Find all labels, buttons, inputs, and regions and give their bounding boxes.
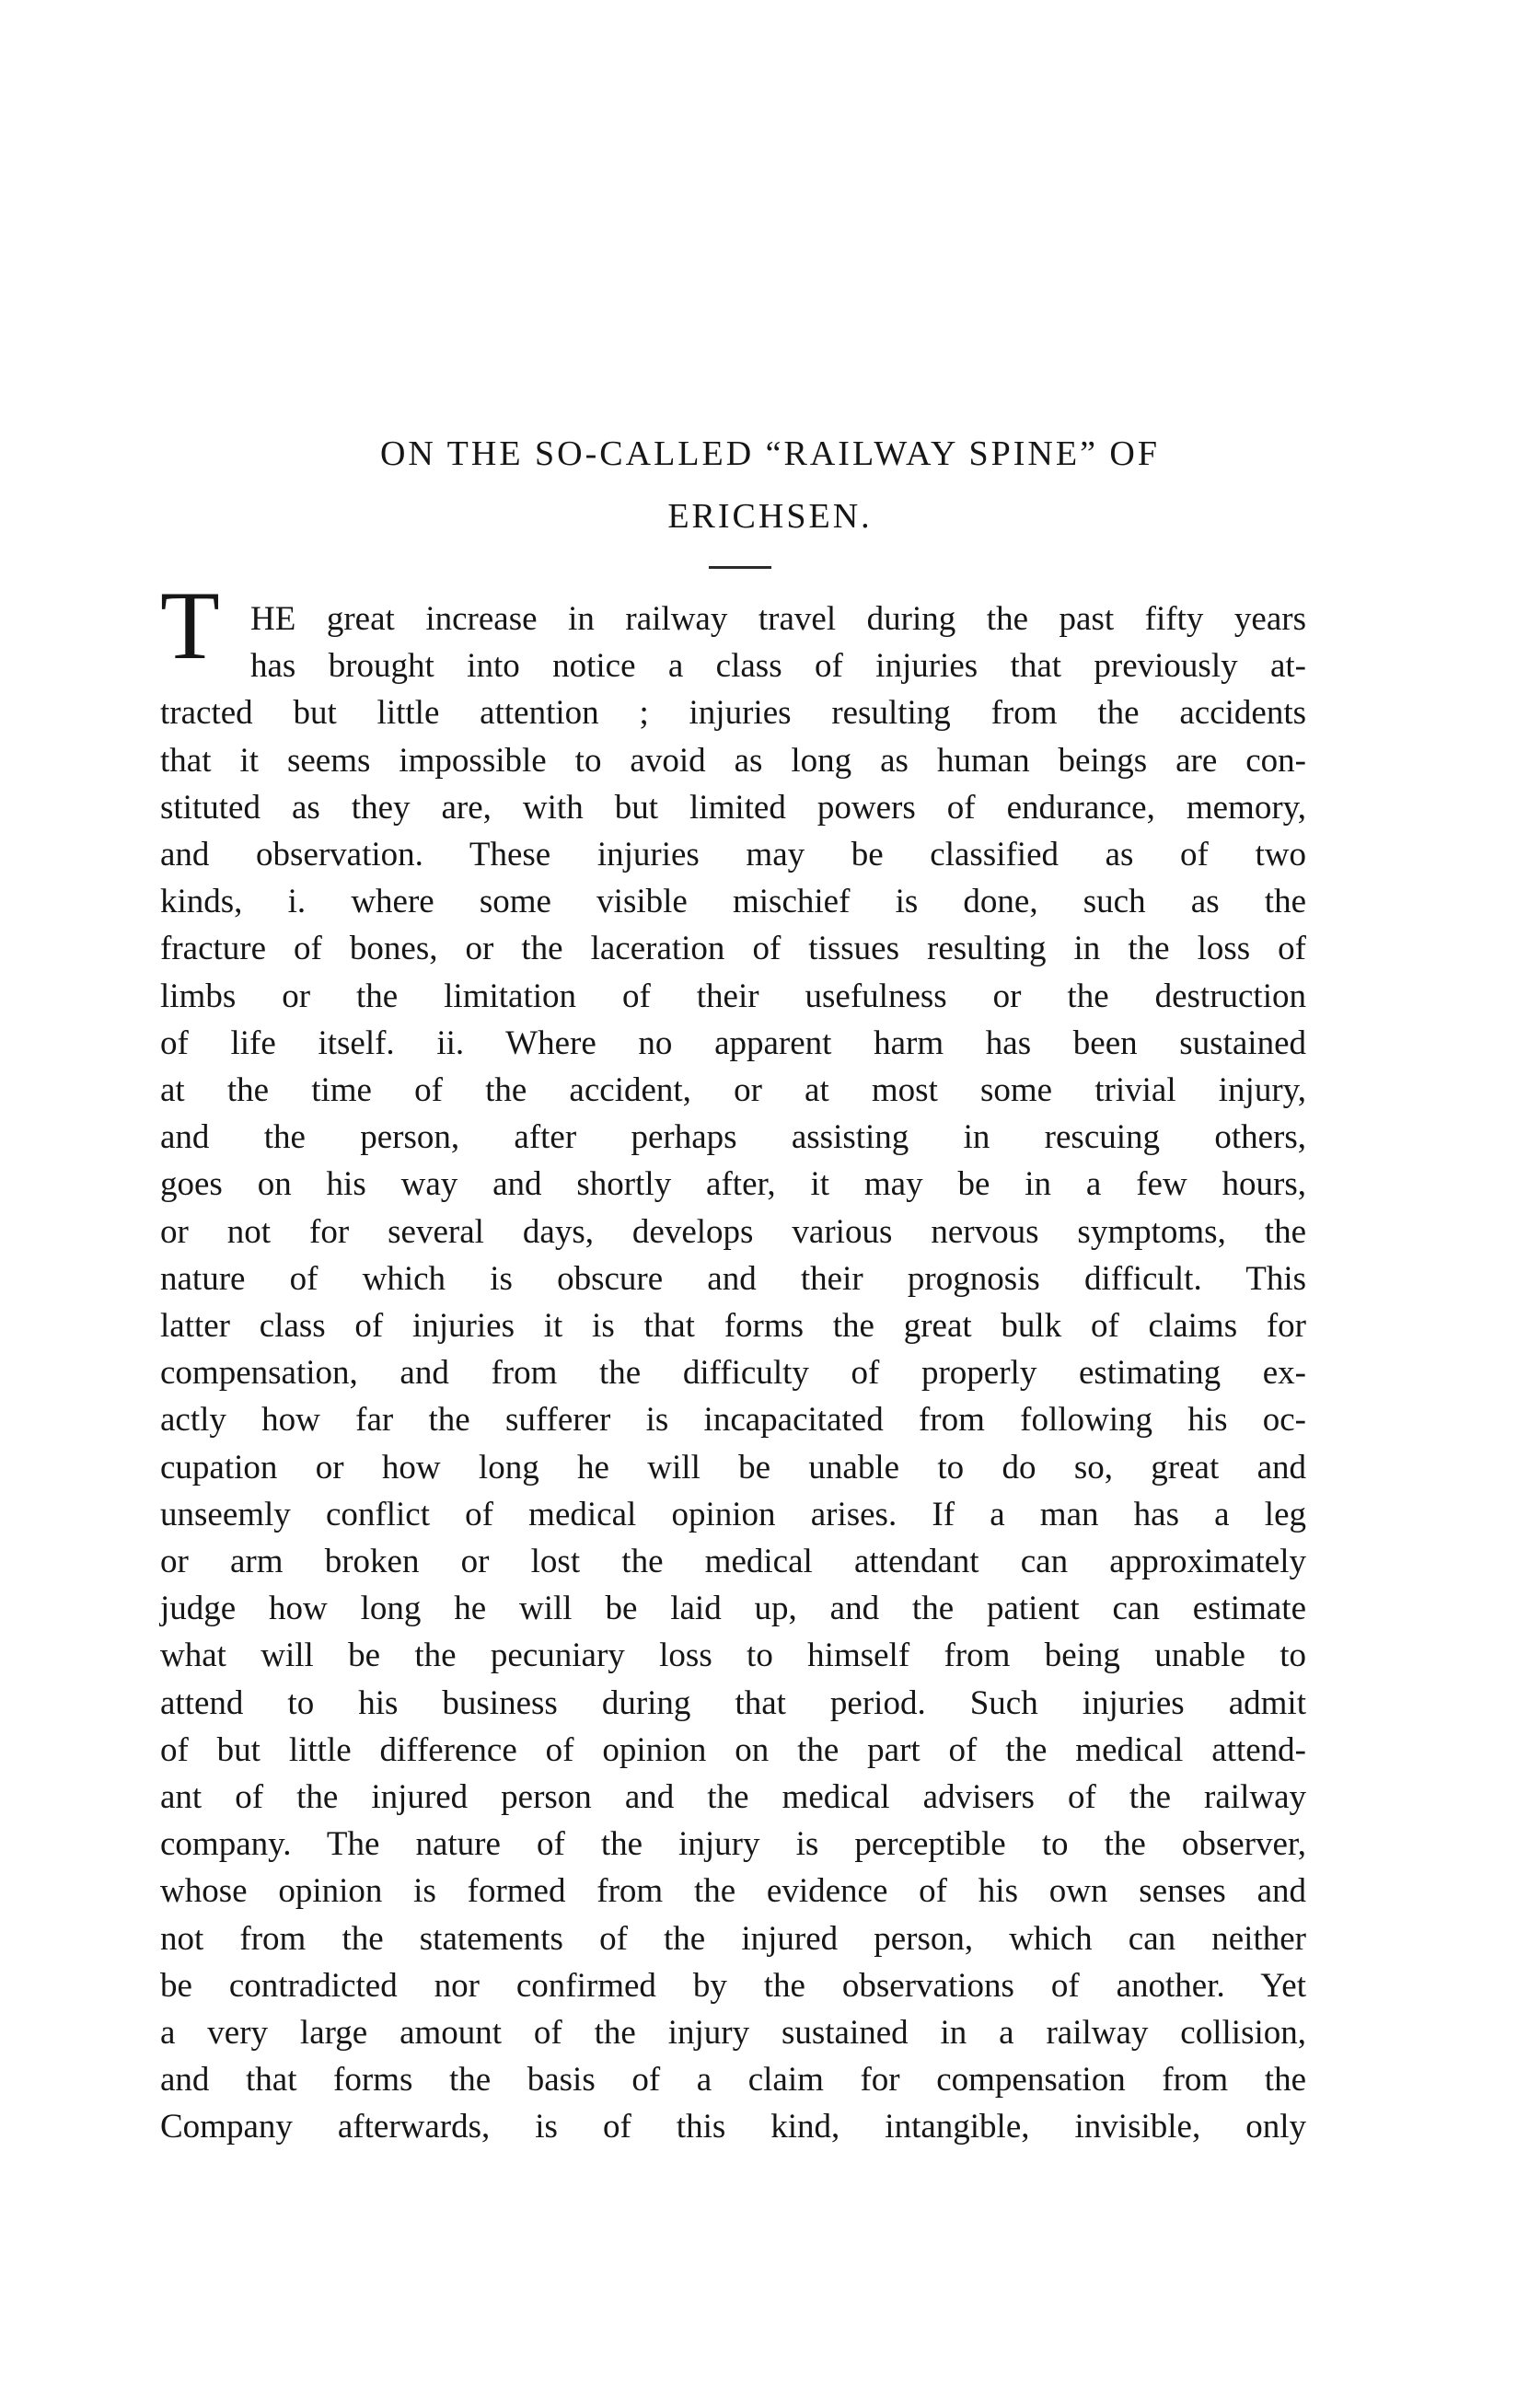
text-line: tracted but little attention ; injuries resulting from the accidents (160, 694, 1306, 732)
text-line: has brought into notice a class of injuries that previously at- (250, 647, 1306, 685)
text-line: kinds, i. where some visible mischief is done, such as the (160, 883, 1306, 920)
text-line: at the time of the accident, or at most some trivial injury, (160, 1071, 1306, 1109)
text-line: what will be the pecuniary loss to himself from being unable to (160, 1637, 1306, 1674)
text-line: HE great increase in railway travel during the past fifty years (250, 600, 1306, 638)
text-line: judge how long he will be laid up, and the patient can estimate (160, 1590, 1306, 1627)
chapter-title-line-2: ERICHSEN. (667, 497, 873, 536)
text-line: whose opinion is formed from the evidence of his own senses and (160, 1872, 1306, 1910)
text-line: or not for several days, develops various nervous symptoms, the (160, 1213, 1306, 1251)
text-line: limbs or the limitation of their usefulness or the destruction (160, 977, 1306, 1015)
text-line: nature of which is obscure and their prognosis difficult. This (160, 1260, 1306, 1298)
text-line: of but little difference of opinion on the part of the medical attend- (160, 1731, 1306, 1769)
text-line: ant of the injured person and the medical advisers of the railway (160, 1778, 1306, 1816)
text-line: and that forms the basis of a claim for compensation from the (160, 2061, 1306, 2099)
text-line: latter class of injuries it is that forms the great bulk of claims for (160, 1307, 1306, 1345)
text-line: and observation. These injuries may be classified as of two (160, 836, 1306, 873)
text-line: goes on his way and shortly after, it may be in a few hours, (160, 1165, 1306, 1203)
text-line: company. The nature of the injury is perceptible to the observer, (160, 1825, 1306, 1863)
text-line: or arm broken or lost the medical attendant can approximately (160, 1543, 1306, 1580)
text-line: cupation or how long he will be unable to do so, great and (160, 1449, 1306, 1486)
text-line: of life itself. ii. Where no apparent harm has been sustained (160, 1024, 1306, 1062)
text-line: Company afterwards, is of this kind, intangible, invisible, only (160, 2108, 1306, 2146)
text-line: and the person, after perhaps assisting in rescuing others, (160, 1118, 1306, 1156)
text-line: compensation, and from the difficulty of properly estimating ex- (160, 1354, 1306, 1392)
text-line: unseemly conflict of medical opinion arises. If a man has a leg (160, 1496, 1306, 1533)
chapter-title-line-1: ON THE SO-CALLED “RAILWAY SPINE” OF (379, 434, 1161, 473)
text-line: that it seems impossible to avoid as long as human beings are con- (160, 742, 1306, 780)
text-line: not from the statements of the injured person, which can neither (160, 1920, 1306, 1958)
title-rule (709, 566, 771, 569)
text-line: attend to his business during that period. Such injuries admit (160, 1684, 1306, 1722)
drop-cap: T (160, 572, 220, 679)
text-line: stituted as they are, with but limited powers of endurance, memory, (160, 789, 1306, 827)
text-line: a very large amount of the injury sustained in a railway collision, (160, 2014, 1306, 2052)
text-line: fracture of bones, or the laceration of tissues resulting in the loss of (160, 930, 1306, 967)
text-line: be contradicted nor confirmed by the observations of another. Yet (160, 1967, 1306, 2005)
text-line: actly how far the sufferer is incapacitated from following his oc- (160, 1401, 1306, 1439)
